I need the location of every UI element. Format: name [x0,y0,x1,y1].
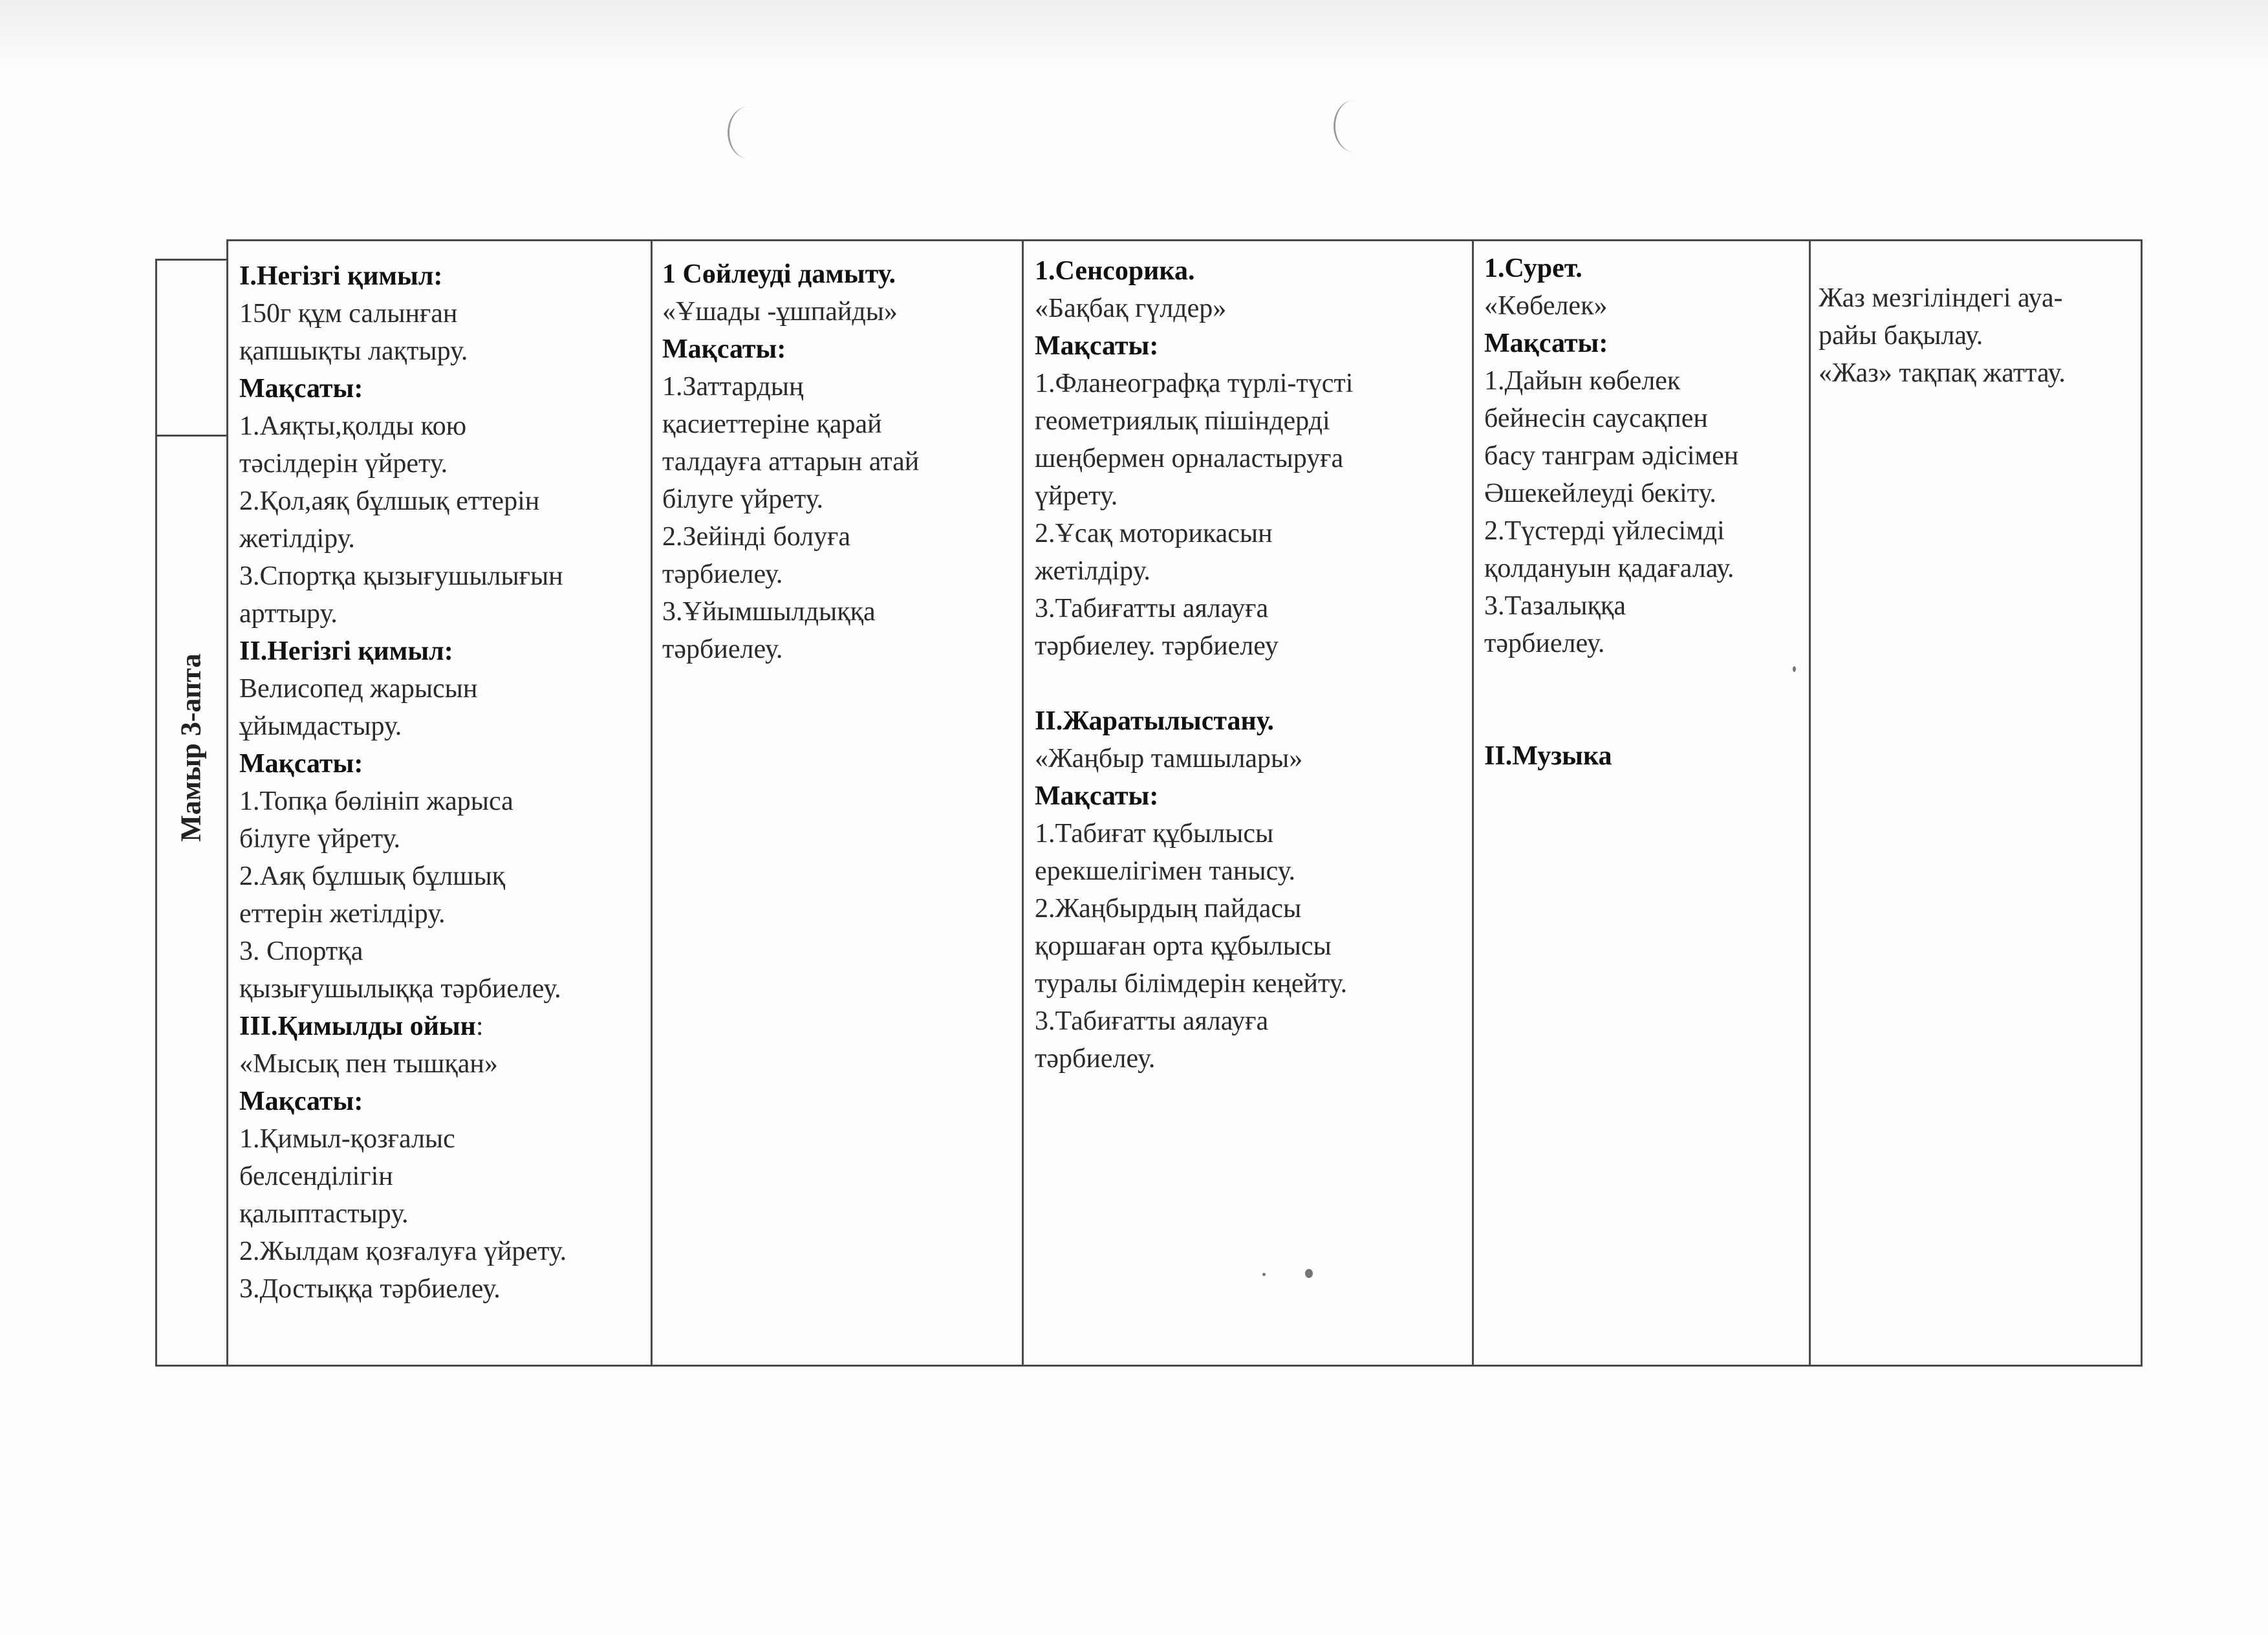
col4-goal: 3.Тазалыққа [1484,591,1626,621]
col3-goal: тәрбиелеу. тәрбиелеу [1035,631,1279,661]
col5-line: «Жаз» тақпақ жаттау. [1819,358,2066,388]
col3-goal: 3.Табиғатты аялауға [1035,594,1269,623]
col1-goal: қалыптастыру. [239,1199,409,1229]
col4-left-border [1472,239,1474,1367]
col1-goal: 2.Жылдам қозғалуға үйрету. [239,1237,567,1266]
col3-sensorics-nature [1035,252,1468,1077]
col3-goal: 1.Фланеографқа түрлі-түсті [1035,369,1354,398]
table-top-border [226,239,2143,241]
col4-goal: басу танграм әдісімен [1484,441,1739,471]
col3-goal: жетілдіру. [1035,556,1150,586]
week-cell-divider [155,435,228,437]
col1-goal: белсенділігін [239,1162,393,1191]
scan-speck [1305,1269,1313,1278]
col4-goal: 1.Дайын көбелек [1484,366,1681,396]
col1-goals-label: Мақсаты: [239,374,363,404]
col4-goal: Әшекейлеуді бекіту. [1484,479,1716,508]
col3-goal: туралы білімдерін кеңейту. [1035,969,1348,999]
col1-goal: жетілдіру. [239,524,355,554]
col1-left-border [226,239,228,1367]
col4-heading-1: 1.Сурет. [1484,254,1582,283]
col3-left-border [1022,239,1024,1367]
col5-walk-observation [1819,279,2139,392]
col2-goal: талдауға аттарын атай [662,447,920,477]
col1-goal: 1.Топқа бөлініп жарыса [239,786,513,816]
col1-goal: арттыру. [239,599,338,629]
scan-speck [1262,1273,1266,1276]
col1-physical-education [239,257,647,1308]
table-right-border [2141,239,2143,1367]
scan-speck [1793,666,1796,672]
col3-line: «Бақбақ гүлдер» [1035,294,1227,323]
col1-goal: 1.Аяқты,қолды кою [239,411,467,441]
col1-heading-1: I.Негізгі қимыл: [239,261,443,291]
col2-heading-1: 1 Сөйлеуді дамыту. [662,259,896,289]
col1-goal: қызығушылыққа тәрбиелеу. [239,974,561,1004]
col3-goals-label: Мақсаты: [1035,781,1159,811]
col3-goal: 2.Ұсақ моторикасын [1035,519,1273,548]
col1-goal: 3. Спортқа [239,937,363,966]
col4-spacer [1484,700,1808,737]
col1-goals-label: Мақсаты: [239,749,363,779]
col2-left-border [651,239,653,1367]
col5-line: райы бақылау. [1819,321,1983,351]
col1-goal: 2.Аяқ бұлшық бұлшық [239,861,506,891]
col2-goal: 1.Заттардың [662,372,804,402]
col4-goal: бейнесін саусақпен [1484,404,1708,433]
col3-goal: тәрбиелеу. [1035,1044,1156,1074]
col1-line: «Мысық пен тышқан» [239,1049,498,1079]
col1-line: 150г құм салынған [239,299,458,329]
col2-goal: білуге үйрету. [662,484,824,514]
table-bottom-border [155,1365,2143,1367]
col1-goal: тәсілдерін үйрету. [239,449,448,479]
col4-goal: қолдануын қадағалау. [1484,554,1734,583]
col4-goal: тәрбиелеу. [1484,629,1605,658]
col2-goal: 3.Ұйымшылдыққа [662,597,876,627]
col1-goals-label: Мақсаты: [239,1087,363,1116]
col4-heading-2: II.Музыка [1484,741,1612,771]
col1-goal: 3.Спортқа қызығушылығын [239,561,563,591]
col1-line: Велисопед жарысын [239,674,478,704]
col2-goal: қасиеттеріне қарай [662,409,882,439]
week-cell-top [155,259,228,261]
col1-heading-2: II.Негізгі қимыл: [239,636,453,666]
col1-heading-3-colon: : [475,1012,484,1041]
col3-goal: ерекшелігімен танысу. [1035,856,1295,886]
col1-heading-3-text: III.Қимылды ойын [239,1012,476,1041]
col3-goal: 2.Жаңбырдың пайдасы [1035,894,1302,924]
col2-speech-development [662,255,1018,668]
table-left-border [155,259,157,1367]
col2-goal: 2.Зейінді болуға [662,522,850,552]
col4-goals-label: Мақсаты: [1484,329,1608,358]
col4-drawing-music [1484,250,1808,775]
col3-heading-1: 1.Сенсорика. [1035,256,1195,286]
scan-shadow [0,0,2268,71]
col3-goal: қоршаған орта құбылысы [1035,931,1332,961]
col3-goal: геометриялық пішіндерді [1035,406,1330,436]
col3-heading-2: II.Жаратылыстану. [1035,706,1275,736]
col2-line: «Ұшады -ұшпайды» [662,297,898,327]
col3-spacer [1035,665,1468,702]
col4-spacer [1484,662,1808,700]
col5-left-border [1809,239,1811,1367]
col3-goals-label: Мақсаты: [1035,331,1159,361]
col1-goal: білуге үйрету. [239,824,401,854]
punch-hole-right [1334,100,1374,152]
punch-hole-left [728,107,768,158]
col2-goal: тәрбиелеу. [662,634,783,664]
col3-goal: шеңбермен орналастыруға [1035,444,1344,473]
col4-goal: 2.Түстерді үйлесімді [1484,516,1725,546]
col1-goal: 3.Достыққа тәрбиелеу. [239,1274,501,1304]
col2-goals-label: Мақсаты: [662,334,786,364]
col3-goal: үйрету. [1035,481,1118,511]
col1-goal: 1.Қимыл-қозғалыс [239,1124,455,1154]
col1-goal: 2.Қол,аяқ бұлшық еттерін [239,486,540,516]
col5-line: Жаз мезгіліндегі ауа- [1819,283,2063,313]
col3-goal: 3.Табиғатты аялауға [1035,1006,1269,1036]
col4-line: «Көбелек» [1484,291,1608,321]
col3-goal: 1.Табиғат құбылысы [1035,819,1274,849]
col1-goal: еттерін жетілдіру. [239,899,446,929]
week-label: Мамыр 3-апта [175,653,207,842]
col1-line: ұйымдастыру. [239,711,402,741]
col2-goal: тәрбиелеу. [662,559,783,589]
col1-line: қапшықты лақтыру. [239,336,468,366]
col1-heading-3 [239,1008,647,1045]
col3-line: «Жаңбыр тамшылары» [1035,744,1303,774]
